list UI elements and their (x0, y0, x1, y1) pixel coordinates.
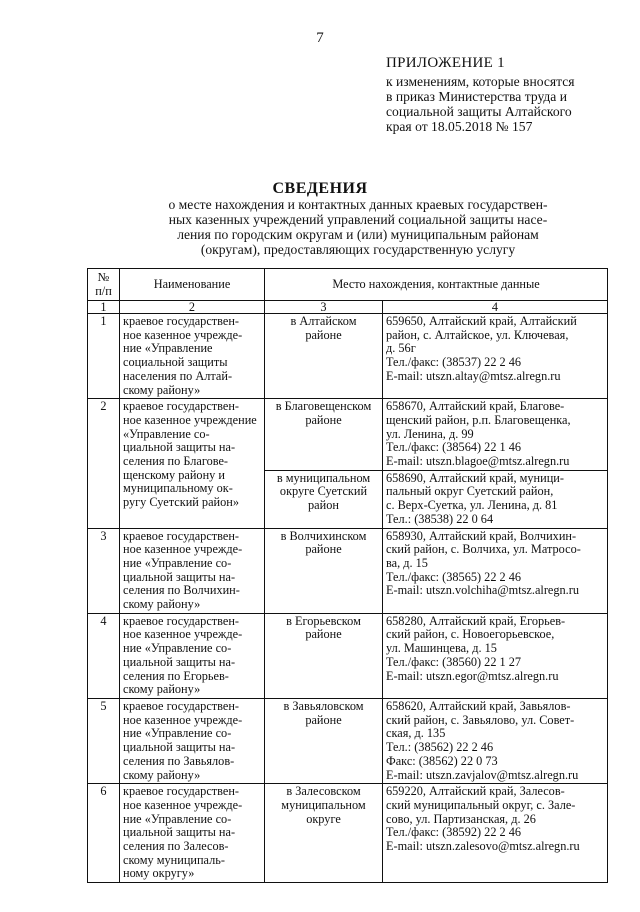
location-area (265, 784, 383, 883)
contact-details (383, 698, 608, 783)
column-number: 3 (265, 301, 383, 314)
cell-text-line: селения по Благове- (123, 454, 229, 469)
cell-text-line: ние «Управление со- (123, 726, 232, 741)
column-number: 4 (383, 301, 608, 314)
cell-text-line: E-mail: utszn.zavjalov@mtsz.alregn.ru (386, 767, 579, 782)
appendix-body (386, 74, 600, 134)
appendix-line: социальной защиты Алтайского (386, 104, 572, 119)
cell-text-line: селения по Волчихин- (123, 583, 240, 598)
column-number: 2 (120, 301, 265, 314)
cell-text-line: краевое государствен- (123, 399, 240, 414)
contact-details (383, 613, 608, 698)
cell-text-line: щенский район, р.п. Благовещенка, (386, 412, 571, 427)
cell-text-line: ние «Управление со- (123, 641, 232, 656)
row-number: 1 (88, 314, 120, 399)
cell-text-line: ное казенное учрежде- (123, 712, 243, 727)
cell-text-line: селения по Завьялов- (123, 753, 235, 768)
cell-text-line: муниципальном (281, 797, 366, 812)
institution-name (120, 314, 265, 399)
contact-details (383, 399, 608, 471)
subtitle-line: ных казенных учреждений управлений социальной защиты насе- (168, 212, 548, 227)
cell-text-line: ва, д. 15 (386, 555, 428, 570)
cell-text-line: ное казенное учрежде- (123, 627, 243, 642)
cell-text-line: ская, д. 135 (386, 726, 446, 741)
location-area (265, 698, 383, 783)
cell-text-line: скому району» (123, 767, 201, 782)
appendix-line: к изменениям, которые вносятся (386, 74, 575, 89)
cell-text-line: ский район, с. Волчиха, ул. Матросо- (386, 542, 581, 557)
cell-text-line: пальный округ Суетский район, (386, 484, 554, 499)
cell-text-line: E-mail: utszn.zalesovo@mtsz.alregn.ru (386, 839, 580, 854)
table-row (88, 784, 608, 883)
cell-text-line: краевое государствен- (123, 528, 240, 543)
contact-details (383, 784, 608, 883)
cell-text-line: районе (305, 712, 342, 727)
header-num (88, 269, 120, 301)
cell-text-line: населения по Алтай- (123, 368, 233, 383)
cell-text-line: селения по Егорьев- (123, 668, 229, 683)
cell-text-line: 658280, Алтайский край, Егорьев- (386, 613, 566, 628)
cell-text-line: 658690, Алтайский край, муници- (386, 470, 564, 485)
appendix-line: края от 18.05.2018 № 157 (386, 119, 533, 134)
cell-text-line: ние «Управление со- (123, 555, 232, 570)
cell-text-line: ному округу» (123, 866, 195, 881)
cell-text-line: в Благовещенском (275, 399, 372, 414)
contact-details (383, 528, 608, 613)
cell-text-line: ние «Управление (123, 341, 213, 356)
cell-text-line: район (308, 498, 339, 513)
row-number: 5 (88, 698, 120, 783)
cell-text-line: ский район, с. Новоегорьевское, (386, 627, 555, 642)
cell-text-line: Тел./факс: (38560) 22 1 27 (386, 654, 522, 669)
cell-text-line: 658670, Алтайский край, Благове- (386, 399, 565, 414)
cell-text-line: ругу Суетский район» (123, 495, 239, 510)
table-row (88, 399, 608, 471)
cell-text-line: циальной защиты на- (123, 440, 236, 455)
page-number: 7 (316, 30, 324, 46)
header-num-line: № (97, 269, 110, 284)
cell-text-line: в Залесовском (286, 784, 361, 799)
cell-text-line: скому муниципаль- (123, 852, 225, 867)
cell-text-line: ное казенное учрежде- (123, 797, 243, 812)
cell-text-line: с. Верх-Суетка, ул. Ленина, д. 81 (386, 498, 558, 513)
cell-text-line: ский район, с. Завьялово, ул. Совет- (386, 712, 575, 727)
institution-name (120, 399, 265, 528)
table-row (88, 314, 608, 399)
cell-text-line: Тел.: (38538) 22 0 64 (386, 511, 494, 526)
cell-text-line: в Алтайском (290, 314, 357, 328)
cell-text-line: Факс: (38562) 22 0 73 (386, 753, 498, 768)
cell-text-line: д. 56г (386, 341, 416, 356)
institution-name (120, 784, 265, 883)
appendix-block (386, 56, 600, 134)
cell-text-line: щенскому району и (123, 467, 225, 482)
location-area (265, 314, 383, 399)
institution-name (120, 528, 265, 613)
cell-text-line: районе (305, 542, 342, 557)
cell-text-line: округе (306, 811, 341, 826)
row-number: 2 (88, 399, 120, 528)
institution-name (120, 613, 265, 698)
table-row (88, 528, 608, 613)
cell-text-line: муниципальному ок- (123, 481, 233, 496)
cell-text-line: циальной защиты на- (123, 825, 236, 840)
cell-text-line: циальной защиты на- (123, 569, 236, 584)
cell-text-line: краевое государствен- (123, 698, 240, 713)
cell-text-line: в Волчихинском (280, 528, 367, 543)
cell-text-line: районе (305, 627, 342, 642)
cell-text-line: в муниципальном (276, 470, 371, 485)
document-title: СВЕДЕНИЯ (272, 180, 368, 197)
header-location: Место нахождения, контактные данные (265, 269, 608, 301)
document-subtitle (128, 197, 588, 257)
cell-text-line: 658930, Алтайский край, Волчихин- (386, 528, 577, 543)
cell-text-line: краевое государствен- (123, 314, 240, 328)
cell-text-line: ул. Ленина, д. 99 (386, 426, 474, 441)
cell-text-line: в Егорьевском (286, 613, 361, 628)
cell-text-line: сово, ул. Партизанская, д. 26 (386, 811, 536, 826)
cell-text-line: E-mail: utszn.egor@mtsz.alregn.ru (386, 668, 559, 683)
location-area (265, 470, 383, 528)
cell-text-line: селения по Залесов- (123, 839, 229, 854)
cell-text-line: округе Суетский (279, 484, 368, 499)
cell-text-line: «Управление со- (123, 426, 210, 441)
appendix-heading: ПРИЛОЖЕНИЕ 1 (386, 55, 505, 71)
contact-details (383, 314, 608, 399)
cell-text-line: район, с. Алтайское, ул. Ключевая, (386, 327, 569, 342)
table-header-row (88, 269, 608, 301)
cell-text-line: в Завьяловском (283, 698, 364, 713)
cell-text-line: скому району» (123, 382, 201, 397)
cell-text-line: E-mail: utszn.volchiha@mtsz.alregn.ru (386, 583, 579, 598)
cell-text-line: Тел./факс: (38537) 22 2 46 (386, 355, 522, 370)
cell-text-line: скому району» (123, 597, 201, 612)
cell-text-line: Тел./факс: (38564) 22 1 46 (386, 440, 522, 455)
cell-text-line: Тел./факс: (38565) 22 2 46 (386, 569, 522, 584)
cell-text-line: Тел./факс: (38592) 22 2 46 (386, 825, 522, 840)
row-number: 6 (88, 784, 120, 883)
subtitle-line: о месте нахождения и контактных данных краевых государствен- (168, 197, 548, 212)
cell-text-line: ное казенное учрежде- (123, 542, 243, 557)
cell-text-line: E-mail: utszn.altay@mtsz.alregn.ru (386, 368, 561, 383)
location-area (265, 613, 383, 698)
table-row (88, 698, 608, 783)
cell-text-line: ние «Управление со- (123, 811, 232, 826)
table-row (88, 613, 608, 698)
cell-text-line: ное казенное учрежде- (123, 327, 243, 342)
subtitle-line: (округам), предоставляющих государственную услугу (200, 242, 516, 257)
cell-text-line: E-mail: utszn.blagoe@mtsz.alregn.ru (386, 454, 570, 469)
location-area (265, 528, 383, 613)
appendix-line: в приказ Министерства труда и (386, 89, 568, 104)
header-name: Наименование (120, 269, 265, 301)
cell-text-line: ул. Машинцева, д. 15 (386, 641, 497, 656)
row-number: 3 (88, 528, 120, 613)
cell-text-line: циальной защиты на- (123, 654, 236, 669)
cell-text-line: 659220, Алтайский край, Залесов- (386, 784, 565, 799)
cell-text-line: ский муниципальный округ, с. Зале- (386, 797, 576, 812)
cell-text-line: Тел.: (38562) 22 2 46 (386, 740, 494, 755)
header-num-line: п/п (95, 283, 112, 298)
cell-text-line: краевое государствен- (123, 613, 240, 628)
subtitle-line: ления по городским округам и (или) муниципальным районам (177, 227, 539, 242)
column-number-row (88, 301, 608, 314)
location-area (265, 399, 383, 471)
institution-name (120, 698, 265, 783)
cell-text-line: социальной защиты (123, 355, 228, 370)
cell-text-line: скому району» (123, 682, 201, 697)
column-number: 1 (88, 301, 120, 314)
cell-text-line: районе (305, 327, 342, 342)
institutions-table (87, 268, 608, 883)
cell-text-line: циальной защиты на- (123, 740, 236, 755)
cell-text-line: ное казенное учреждение (123, 412, 257, 427)
contact-details (383, 470, 608, 528)
row-number: 4 (88, 613, 120, 698)
cell-text-line: краевое государствен- (123, 784, 240, 799)
cell-text-line: районе (305, 412, 342, 427)
cell-text-line: 659650, Алтайский край, Алтайский (386, 314, 577, 328)
table-body (88, 314, 608, 883)
cell-text-line: 658620, Алтайский край, Завьялов- (386, 698, 571, 713)
